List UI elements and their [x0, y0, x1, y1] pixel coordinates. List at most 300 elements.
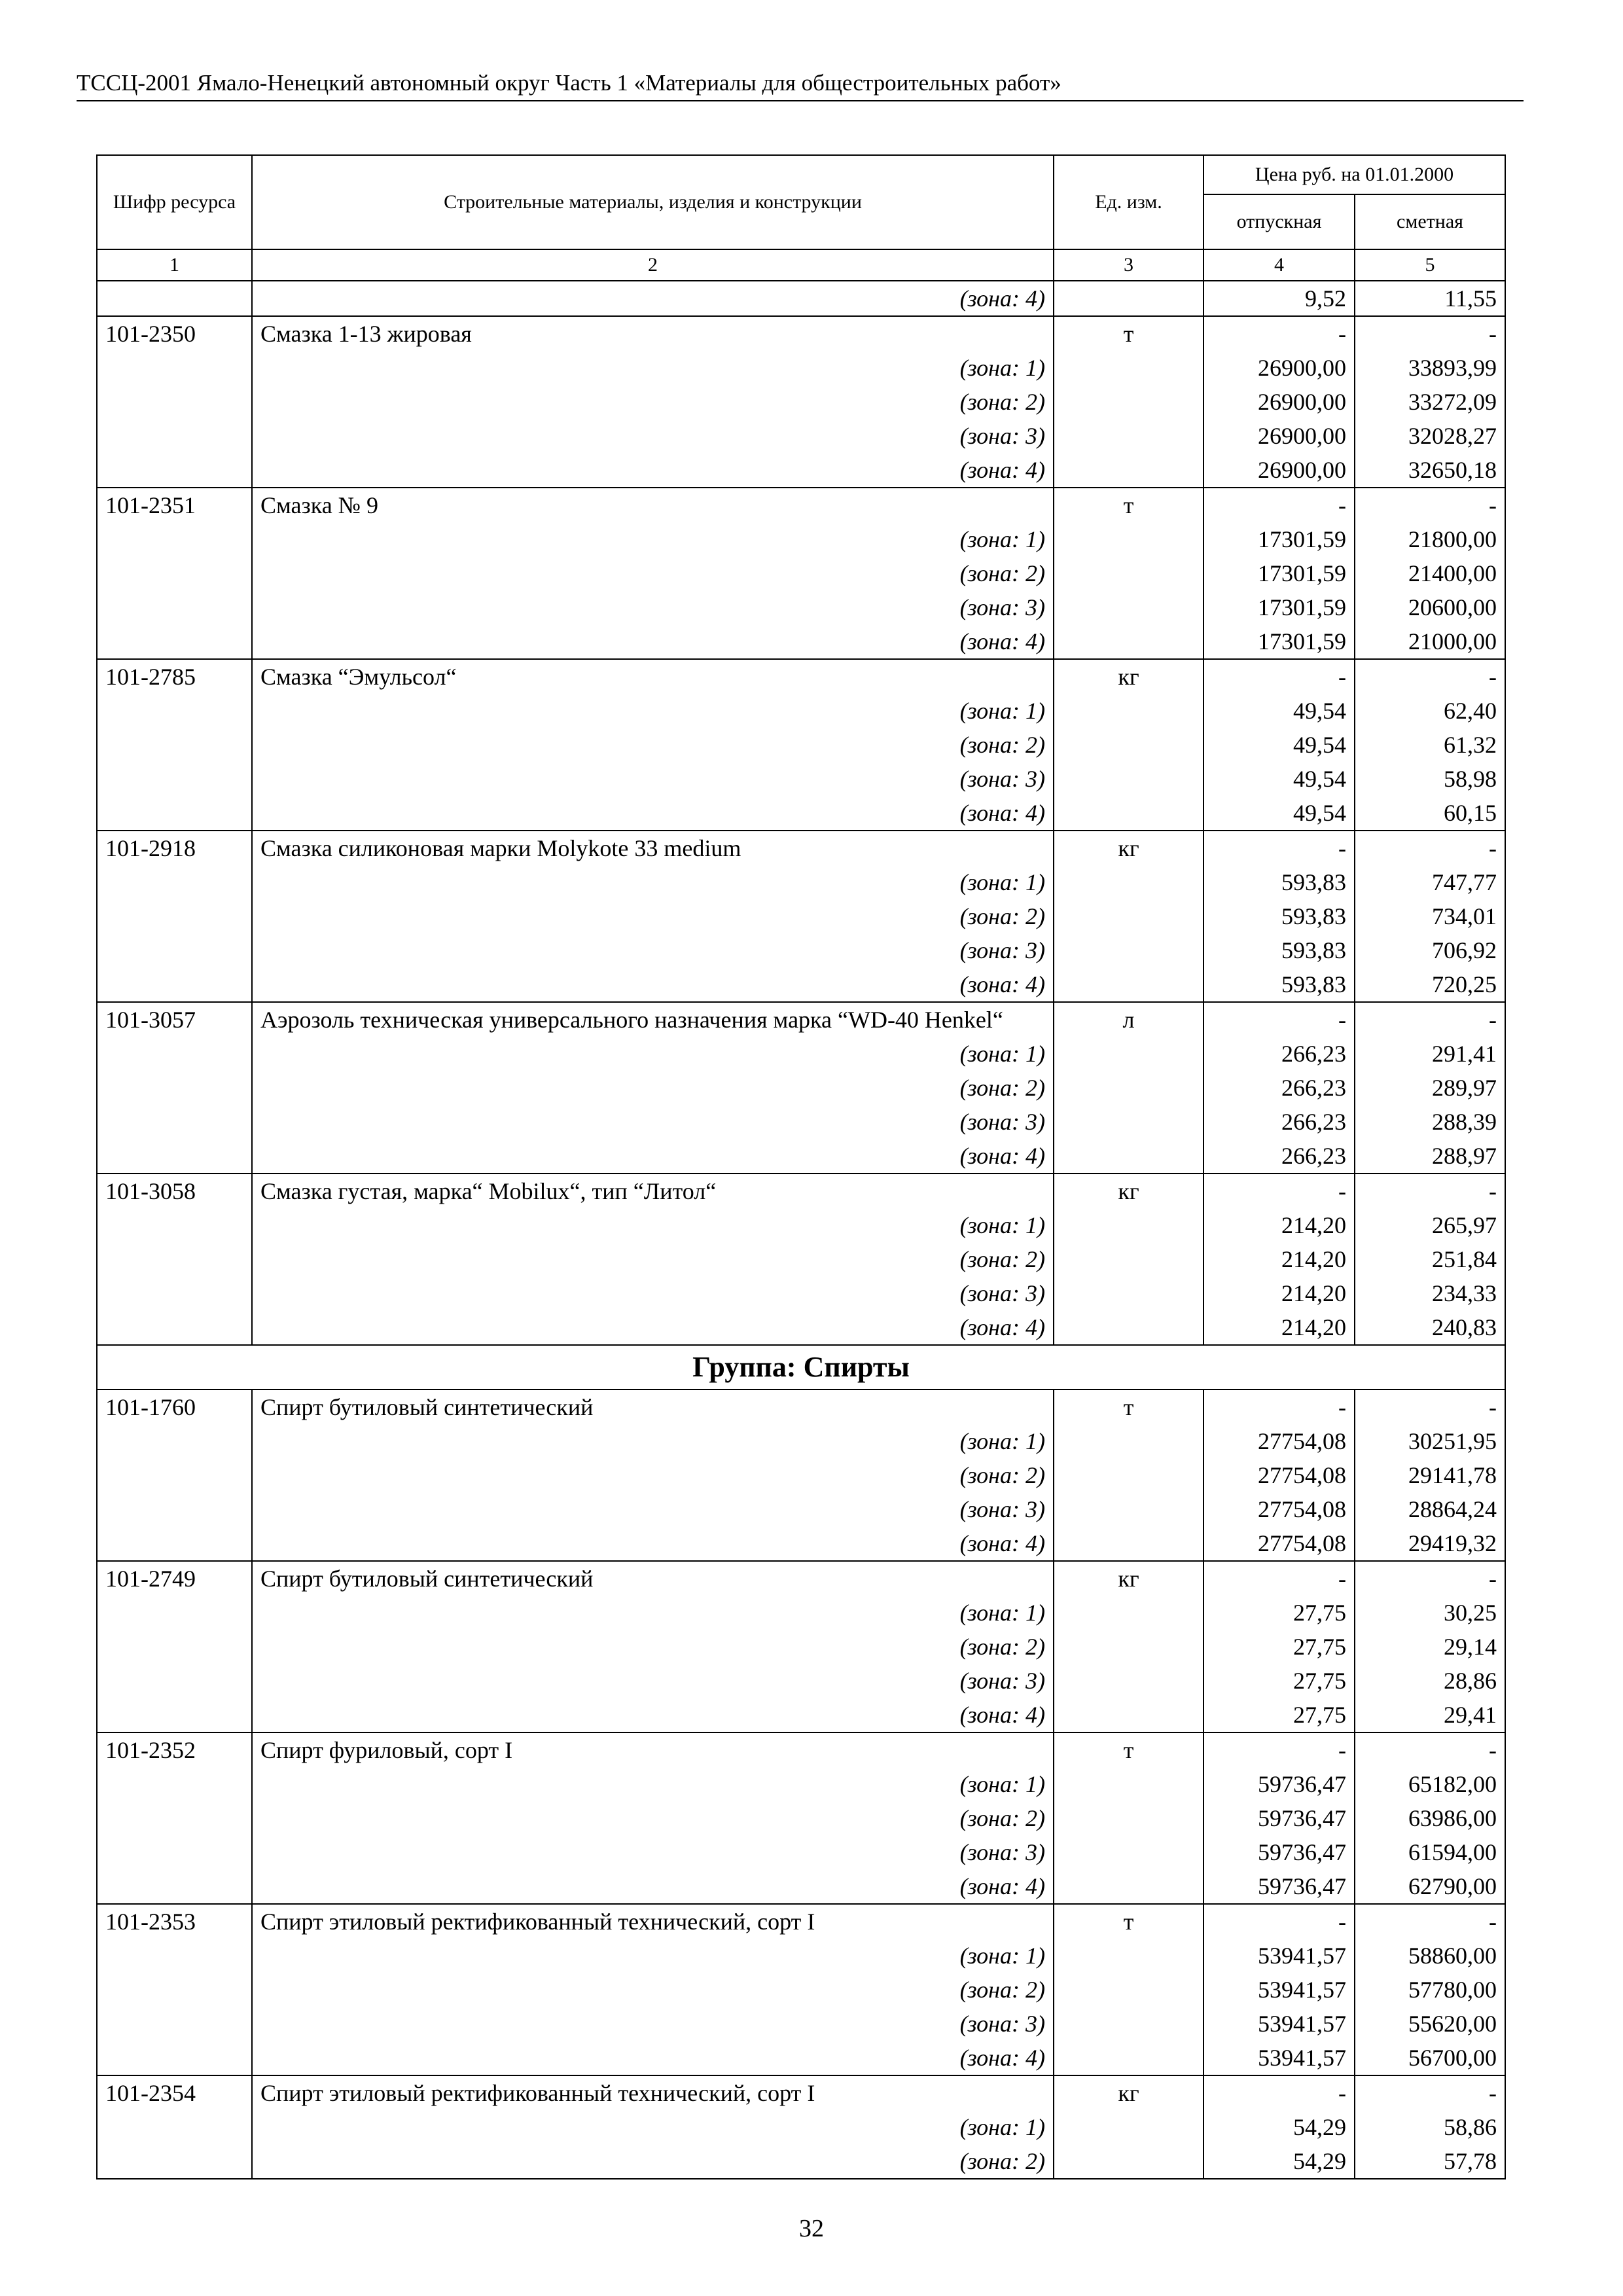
unit-empty: [1054, 453, 1204, 488]
release-price: 214,20: [1204, 1310, 1355, 1345]
unit-of-measure: т: [1054, 1904, 1204, 1939]
zone-row: [97, 1596, 1505, 1630]
zone-row: [97, 899, 1505, 933]
estimate-price: 734,01: [1355, 899, 1505, 933]
column-number: 5: [1355, 249, 1505, 281]
zone-label: (зона: 4): [252, 1698, 1054, 1732]
unit-empty: [1054, 762, 1204, 796]
resource-code-empty: [97, 1276, 252, 1310]
zone-row: [97, 1801, 1505, 1835]
release-price: 17301,59: [1204, 624, 1355, 659]
release-price: -: [1204, 1904, 1355, 1939]
estimate-price: 57,78: [1355, 2144, 1505, 2179]
estimate-price: -: [1355, 831, 1505, 865]
material-name: Смазка густая, марка“ Mobilux“, тип “Литол“: [252, 1174, 1054, 1208]
zone-label: (зона: 3): [252, 1835, 1054, 1869]
zone-label: (зона: 1): [252, 351, 1054, 385]
zone-row: [97, 624, 1505, 659]
estimate-price: 58860,00: [1355, 1939, 1505, 1973]
resource-code-empty: [97, 590, 252, 624]
estimate-price: 60,15: [1355, 796, 1505, 831]
resource-code-empty: [97, 556, 252, 590]
unit-empty: [1054, 1208, 1204, 1242]
material-name: Смазка № 9: [252, 488, 1054, 522]
unit-empty: [1054, 590, 1204, 624]
release-price: 266,23: [1204, 1071, 1355, 1105]
table-row: [97, 1002, 1505, 1037]
zone-label: (зона: 2): [252, 1242, 1054, 1276]
zone-row: [97, 762, 1505, 796]
zone-label: (зона: 4): [252, 281, 1054, 316]
zone-row: [97, 1630, 1505, 1664]
unit-empty: [1054, 419, 1204, 453]
table-row: [97, 2075, 1505, 2110]
estimate-price: 29,41: [1355, 1698, 1505, 1732]
unit-empty: [1054, 1596, 1204, 1630]
zone-row: [97, 1310, 1505, 1345]
resource-code: 101-3058: [97, 1174, 252, 1208]
material-name: Смазка “Эмульсол“: [252, 659, 1054, 694]
group-title: Группа: Спирты: [97, 1345, 1505, 1390]
release-price: -: [1204, 1561, 1355, 1596]
estimate-price: 28864,24: [1355, 1492, 1505, 1526]
zone-label: (зона: 1): [252, 1939, 1054, 1973]
estimate-price: 21400,00: [1355, 556, 1505, 590]
zone-row: [97, 1276, 1505, 1310]
unit-of-measure: кг: [1054, 831, 1204, 865]
release-price: 214,20: [1204, 1242, 1355, 1276]
release-price: -: [1204, 316, 1355, 351]
estimate-price: 33272,09: [1355, 385, 1505, 419]
zone-label: (зона: 4): [252, 1526, 1054, 1561]
estimate-price: 29141,78: [1355, 1458, 1505, 1492]
zone-label: (зона: 3): [252, 590, 1054, 624]
column-number: 2: [252, 249, 1054, 281]
unit-empty: [1054, 351, 1204, 385]
resource-code: 101-2350: [97, 316, 252, 351]
estimate-price: 33893,99: [1355, 351, 1505, 385]
zone-row: [97, 1037, 1505, 1071]
unit-of-measure: т: [1054, 1390, 1204, 1424]
release-price: 27,75: [1204, 1698, 1355, 1732]
resource-code-empty: [97, 1698, 252, 1732]
release-price: 26900,00: [1204, 419, 1355, 453]
zone-row: [97, 1939, 1505, 1973]
unit-empty: [1054, 1835, 1204, 1869]
release-price: 17301,59: [1204, 522, 1355, 556]
estimate-price: -: [1355, 659, 1505, 694]
estimate-price: 32028,27: [1355, 419, 1505, 453]
column-number: 3: [1054, 249, 1204, 281]
estimate-price: -: [1355, 488, 1505, 522]
estimate-price: 55620,00: [1355, 2007, 1505, 2041]
resource-code-empty: [97, 1105, 252, 1139]
release-price: -: [1204, 1732, 1355, 1767]
unit-empty: [1054, 694, 1204, 728]
header-name: Строительные материалы, изделия и конструкции: [252, 155, 1054, 249]
release-price: 59736,47: [1204, 1869, 1355, 1904]
zone-row: [97, 351, 1505, 385]
resource-code: 101-2354: [97, 2075, 252, 2110]
unit-empty: [1054, 1973, 1204, 2007]
zone-row: [97, 933, 1505, 967]
release-price: 49,54: [1204, 728, 1355, 762]
zone-row: [97, 1242, 1505, 1276]
release-price: 17301,59: [1204, 556, 1355, 590]
release-price: 266,23: [1204, 1037, 1355, 1071]
zone-label: (зона: 1): [252, 1208, 1054, 1242]
resource-code: 101-1760: [97, 1390, 252, 1424]
estimate-price: 706,92: [1355, 933, 1505, 967]
unit-empty: [1054, 1458, 1204, 1492]
zone-label: (зона: 3): [252, 1276, 1054, 1310]
release-price: 59736,47: [1204, 1835, 1355, 1869]
zone-row: [97, 1139, 1505, 1174]
estimate-price: 234,33: [1355, 1276, 1505, 1310]
estimate-price: 65182,00: [1355, 1767, 1505, 1801]
zone-label: (зона: 2): [252, 385, 1054, 419]
estimate-price: 58,98: [1355, 762, 1505, 796]
unit-empty: [1054, 1037, 1204, 1071]
estimate-price: 289,97: [1355, 1071, 1505, 1105]
unit-empty: [1054, 728, 1204, 762]
resource-code-empty: [97, 419, 252, 453]
release-price: 26900,00: [1204, 385, 1355, 419]
resource-code-empty: [97, 899, 252, 933]
estimate-price: 62790,00: [1355, 1869, 1505, 1904]
release-price: 27,75: [1204, 1664, 1355, 1698]
resource-code-empty: [97, 728, 252, 762]
estimate-price: 61594,00: [1355, 1835, 1505, 1869]
estimate-price: 265,97: [1355, 1208, 1505, 1242]
table-row: [97, 1732, 1505, 1767]
resource-code: 101-2353: [97, 1904, 252, 1939]
column-number: 1: [97, 249, 252, 281]
estimate-price: 251,84: [1355, 1242, 1505, 1276]
resource-code-empty: [97, 2144, 252, 2179]
zone-row: [97, 1664, 1505, 1698]
estimate-price: 747,77: [1355, 865, 1505, 899]
resource-code-empty: [97, 762, 252, 796]
resource-code-empty: [97, 967, 252, 1002]
zone-label: (зона: 1): [252, 1596, 1054, 1630]
zone-label: (зона: 4): [252, 1310, 1054, 1345]
unit-empty: [1054, 1698, 1204, 1732]
unit-empty: [1054, 1492, 1204, 1526]
release-price: 54,29: [1204, 2144, 1355, 2179]
zone-row: [97, 1767, 1505, 1801]
unit-empty: [1054, 556, 1204, 590]
zone-label: (зона: 4): [252, 453, 1054, 488]
release-price: 214,20: [1204, 1276, 1355, 1310]
estimate-price: 61,32: [1355, 728, 1505, 762]
zone-row: [97, 1071, 1505, 1105]
unit-empty: [1054, 1869, 1204, 1904]
document-header: ТССЦ-2001 Ямало-Ненецкий автономный округ Часть 1 «Материалы для общестроительных работ»: [77, 71, 1524, 101]
unit-empty: [1054, 865, 1204, 899]
zone-label: (зона: 3): [252, 1105, 1054, 1139]
unit-of-measure: кг: [1054, 659, 1204, 694]
zone-row: [97, 1458, 1505, 1492]
material-name: Смазка силиконовая марки Molykote 33 medium: [252, 831, 1054, 865]
resource-code-empty: [97, 796, 252, 831]
resource-code-empty: [97, 1767, 252, 1801]
zone-label: (зона: 2): [252, 899, 1054, 933]
zone-row: [97, 385, 1505, 419]
zone-label: (зона: 4): [252, 967, 1054, 1002]
release-price: 54,29: [1204, 2110, 1355, 2144]
unit-empty: [1054, 1139, 1204, 1174]
resource-code: 101-3057: [97, 1002, 252, 1037]
resource-code-empty: [97, 1424, 252, 1458]
resource-code-empty: [97, 1242, 252, 1276]
resource-code-empty: [97, 351, 252, 385]
release-price: 26900,00: [1204, 351, 1355, 385]
estimate-price: 21000,00: [1355, 624, 1505, 659]
release-price: 49,54: [1204, 694, 1355, 728]
estimate-price: 32650,18: [1355, 453, 1505, 488]
release-price: 27754,08: [1204, 1526, 1355, 1561]
unit-of-measure: кг: [1054, 1561, 1204, 1596]
unit-of-measure: т: [1054, 1732, 1204, 1767]
resource-code-empty: [97, 1835, 252, 1869]
zone-row: [97, 1698, 1505, 1732]
unit-of-measure: т: [1054, 316, 1204, 351]
resource-code-empty: [97, 1492, 252, 1526]
estimate-price: -: [1355, 2075, 1505, 2110]
resource-code-empty: [97, 1526, 252, 1561]
unit-empty: [1054, 1276, 1204, 1310]
resource-code-empty: [97, 2110, 252, 2144]
estimate-price: -: [1355, 1561, 1505, 1596]
zone-label: (зона: 2): [252, 1458, 1054, 1492]
unit-of-measure: кг: [1054, 2075, 1204, 2110]
resource-code-empty: [97, 1071, 252, 1105]
header-estimate-price: сметная: [1355, 194, 1505, 249]
unit-empty: [1054, 2144, 1204, 2179]
unit-empty: [1054, 796, 1204, 831]
estimate-price: -: [1355, 1904, 1505, 1939]
price-table: [96, 154, 1506, 2179]
zone-row: [97, 522, 1505, 556]
unit-empty: [1054, 624, 1204, 659]
zone-label: (зона: 4): [252, 1139, 1054, 1174]
estimate-price: 720,25: [1355, 967, 1505, 1002]
zone-row: [97, 1105, 1505, 1139]
material-name: Спирт фуриловый, сорт I: [252, 1732, 1054, 1767]
estimate-price: 288,39: [1355, 1105, 1505, 1139]
zone-label: (зона: 2): [252, 728, 1054, 762]
release-price: 593,83: [1204, 899, 1355, 933]
release-price: -: [1204, 1390, 1355, 1424]
table-body: [97, 281, 1505, 2179]
zone-row: [97, 1492, 1505, 1526]
zone-row: [97, 1208, 1505, 1242]
unit-empty: [1054, 1310, 1204, 1345]
zone-label: (зона: 2): [252, 1071, 1054, 1105]
zone-label: (зона: 2): [252, 1630, 1054, 1664]
release-price: 9,52: [1204, 281, 1355, 316]
zone-label: (зона: 2): [252, 556, 1054, 590]
material-name: Спирт бутиловый синтетический: [252, 1390, 1054, 1424]
zone-label: (зона: 2): [252, 2144, 1054, 2179]
estimate-price: 291,41: [1355, 1037, 1505, 1071]
resource-code-empty: [97, 1596, 252, 1630]
resource-code-empty: [97, 624, 252, 659]
resource-code-empty: [97, 1869, 252, 1904]
material-name: Спирт этиловый ректификованный технический, сорт I: [252, 2075, 1054, 2110]
zone-row: [97, 1526, 1505, 1561]
release-price: 53941,57: [1204, 1939, 1355, 1973]
release-price: 593,83: [1204, 933, 1355, 967]
unit-empty: [1054, 1630, 1204, 1664]
resource-code-empty: [97, 1664, 252, 1698]
resource-code-empty: [97, 1973, 252, 2007]
resource-code-empty: [97, 694, 252, 728]
zone-label: (зона: 3): [252, 1664, 1054, 1698]
resource-code-empty: [97, 1939, 252, 1973]
zone-row: [97, 1973, 1505, 2007]
resource-code-empty: [97, 1458, 252, 1492]
release-price: 266,23: [1204, 1139, 1355, 1174]
estimate-price: 57780,00: [1355, 1973, 1505, 2007]
unit-empty: [1054, 281, 1204, 316]
release-price: 26900,00: [1204, 453, 1355, 488]
unit-empty: [1054, 1767, 1204, 1801]
column-number: 4: [1204, 249, 1355, 281]
release-price: -: [1204, 831, 1355, 865]
estimate-price: 28,86: [1355, 1664, 1505, 1698]
release-price: -: [1204, 1174, 1355, 1208]
resource-code-empty: [97, 1630, 252, 1664]
zone-label: (зона: 3): [252, 1492, 1054, 1526]
header-release-price: отпускная: [1204, 194, 1355, 249]
resource-code-empty: [97, 2041, 252, 2075]
unit-empty: [1054, 1664, 1204, 1698]
unit-of-measure: т: [1054, 488, 1204, 522]
resource-code-empty: [97, 1037, 252, 1071]
estimate-price: 20600,00: [1355, 590, 1505, 624]
unit-empty: [1054, 1939, 1204, 1973]
zone-row: [97, 1869, 1505, 1904]
release-price: 593,83: [1204, 865, 1355, 899]
estimate-price: 63986,00: [1355, 1801, 1505, 1835]
table-row: [97, 1561, 1505, 1596]
release-price: 59736,47: [1204, 1801, 1355, 1835]
estimate-price: 30251,95: [1355, 1424, 1505, 1458]
release-price: 49,54: [1204, 762, 1355, 796]
unit-empty: [1054, 1071, 1204, 1105]
estimate-price: 58,86: [1355, 2110, 1505, 2144]
table-row: [97, 488, 1505, 522]
zone-label: (зона: 1): [252, 1767, 1054, 1801]
zone-row: [97, 967, 1505, 1002]
estimate-price: -: [1355, 1732, 1505, 1767]
table-row: [97, 316, 1505, 351]
zone-label: (зона: 1): [252, 865, 1054, 899]
resource-code-empty: [97, 2007, 252, 2041]
zone-row: [97, 419, 1505, 453]
estimate-price: 29419,32: [1355, 1526, 1505, 1561]
unit-empty: [1054, 933, 1204, 967]
resource-code: 101-2918: [97, 831, 252, 865]
unit-empty: [1054, 2041, 1204, 2075]
zone-row: [97, 590, 1505, 624]
estimate-price: 62,40: [1355, 694, 1505, 728]
unit-empty: [1054, 522, 1204, 556]
zone-label: (зона: 1): [252, 1037, 1054, 1071]
unit-empty: [1054, 899, 1204, 933]
release-price: 27754,08: [1204, 1458, 1355, 1492]
unit-empty: [1054, 2007, 1204, 2041]
header-unit: Ед. изм.: [1054, 155, 1204, 249]
resource-code: 101-2785: [97, 659, 252, 694]
estimate-price: 29,14: [1355, 1630, 1505, 1664]
release-price: -: [1204, 488, 1355, 522]
estimate-price: 21800,00: [1355, 522, 1505, 556]
group-row: [97, 1345, 1505, 1390]
release-price: 53941,57: [1204, 2041, 1355, 2075]
unit-empty: [1054, 385, 1204, 419]
table-row: [97, 659, 1505, 694]
material-name: Смазка 1-13 жировая: [252, 316, 1054, 351]
estimate-price: -: [1355, 1174, 1505, 1208]
table-row: [97, 1390, 1505, 1424]
material-name: Спирт бутиловый синтетический: [252, 1561, 1054, 1596]
resource-code-empty: [97, 1801, 252, 1835]
resource-code: 101-2749: [97, 1561, 252, 1596]
zone-label: (зона: 1): [252, 522, 1054, 556]
release-price: 49,54: [1204, 796, 1355, 831]
release-price: -: [1204, 1002, 1355, 1037]
zone-row: [97, 556, 1505, 590]
unit-empty: [1054, 1105, 1204, 1139]
resource-code: 101-2351: [97, 488, 252, 522]
page-number: 32: [799, 2215, 824, 2242]
zone-label: (зона: 1): [252, 694, 1054, 728]
resource-code-empty: [97, 281, 252, 316]
zone-row: [97, 281, 1505, 316]
zone-row: [97, 2041, 1505, 2075]
unit-empty: [1054, 2110, 1204, 2144]
estimate-price: -: [1355, 1390, 1505, 1424]
unit-empty: [1054, 1424, 1204, 1458]
resource-code: 101-2352: [97, 1732, 252, 1767]
zone-row: [97, 694, 1505, 728]
table-row: [97, 1174, 1505, 1208]
resource-code-empty: [97, 1208, 252, 1242]
zone-label: (зона: 3): [252, 419, 1054, 453]
resource-code-empty: [97, 865, 252, 899]
header-code: Шифр ресурса: [97, 155, 252, 249]
estimate-price: 288,97: [1355, 1139, 1505, 1174]
zone-label: (зона: 1): [252, 2110, 1054, 2144]
release-price: 27,75: [1204, 1630, 1355, 1664]
zone-label: (зона: 3): [252, 2007, 1054, 2041]
release-price: 214,20: [1204, 1208, 1355, 1242]
unit-empty: [1054, 1242, 1204, 1276]
resource-code-empty: [97, 1310, 252, 1345]
unit-of-measure: л: [1054, 1002, 1204, 1037]
material-name: Спирт этиловый ректификованный технический, сорт I: [252, 1904, 1054, 1939]
release-price: 27754,08: [1204, 1424, 1355, 1458]
header-price: Цена руб. на 01.01.2000: [1204, 155, 1505, 194]
release-price: 17301,59: [1204, 590, 1355, 624]
release-price: -: [1204, 2075, 1355, 2110]
unit-empty: [1054, 1801, 1204, 1835]
zone-row: [97, 865, 1505, 899]
zone-label: (зона: 4): [252, 1869, 1054, 1904]
